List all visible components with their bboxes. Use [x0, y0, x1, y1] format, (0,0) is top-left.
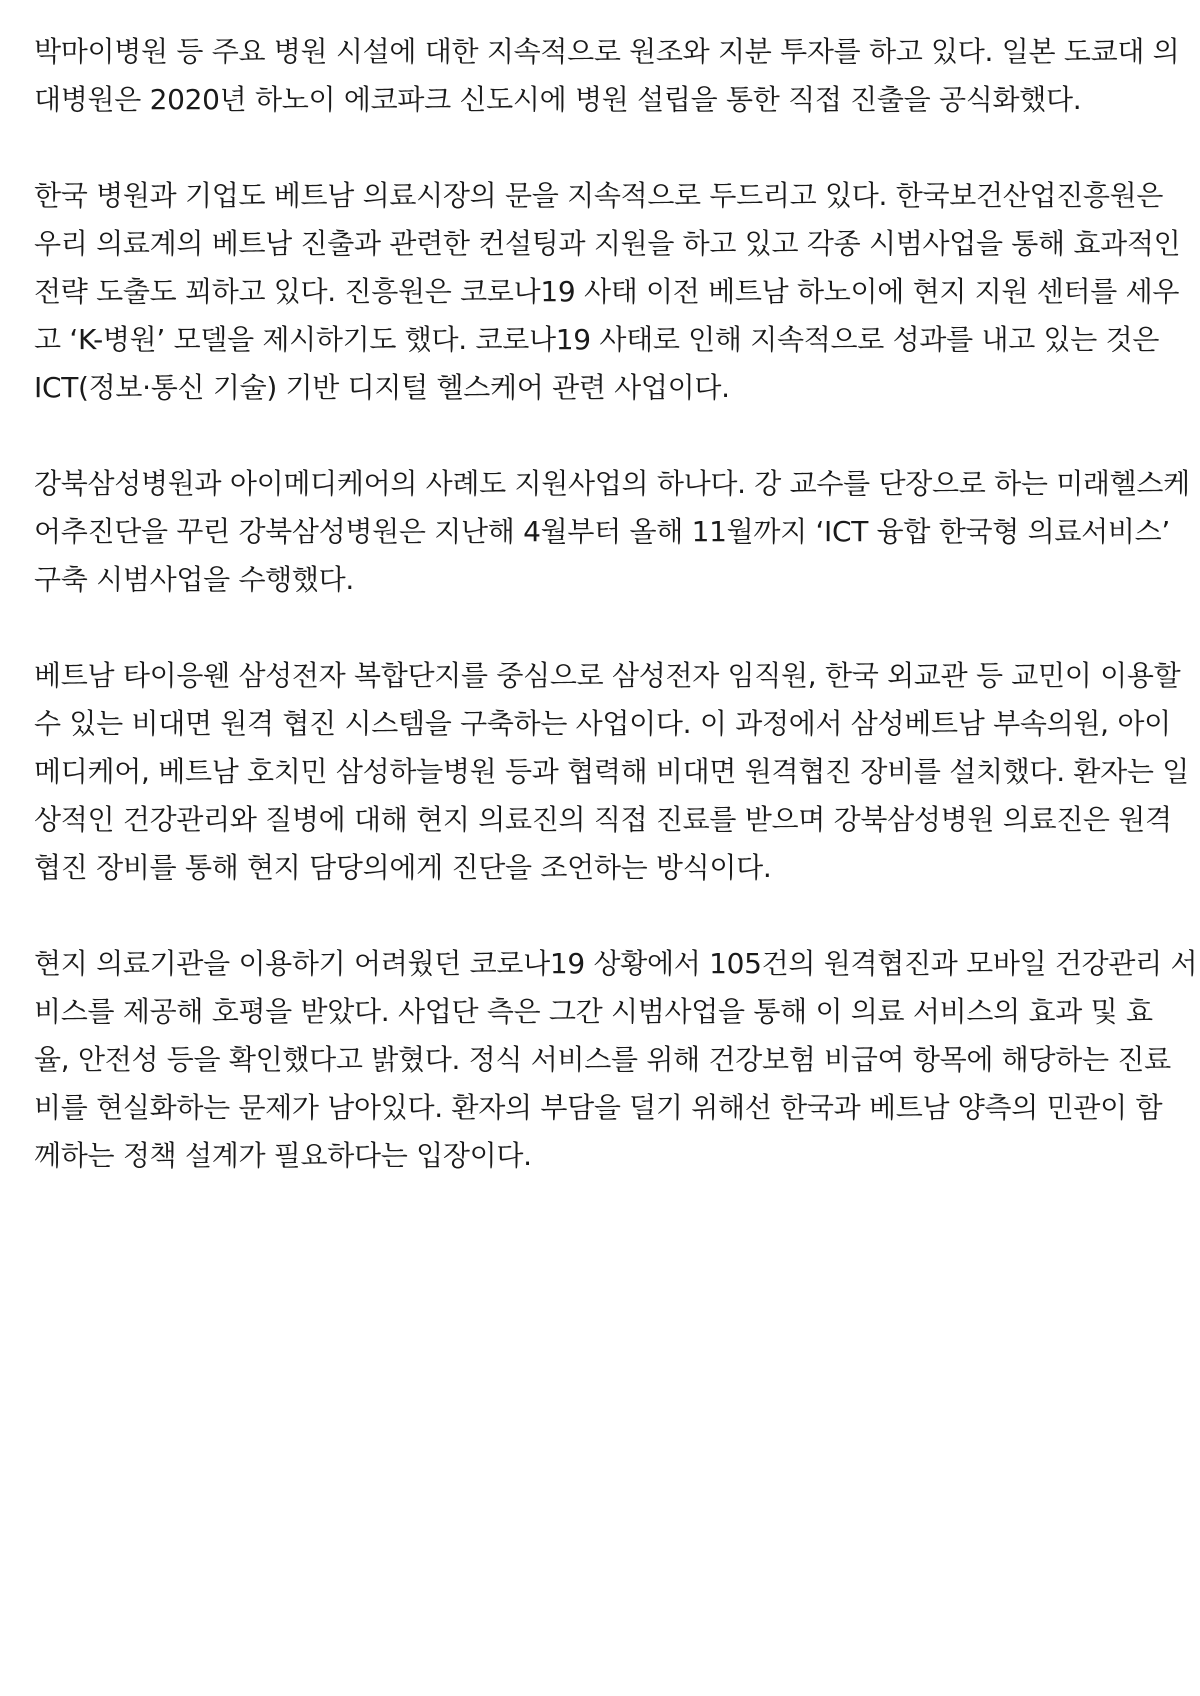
text-line: 어추진단을 꾸린 강북삼성병원은 지난해 4월부터 올해 11월까지 ‘ICT 융합 한국형 의료서비스’	[34, 515, 1170, 548]
text-line: 협진 장비를 통해 현지 담당의에게 진단을 조언하는 방식이다.	[34, 851, 772, 884]
text-line: ICT(정보·통신 기술) 기반 디지털 헬스케어 관련 사업이다.	[34, 371, 730, 404]
text-line: 베트남 타이응웬 삼성전자 복합단지를 중심으로 삼성전자 임직원, 한국 외교관 등 교민이 이용할	[34, 659, 1181, 692]
text-line: 대병원은 2020년 하노이 에코파크 신도시에 병원 설립을 통한 직접 진출을 공식화했다.	[34, 83, 1082, 116]
text-line: 율, 안전성 등을 확인했다고 밝혔다. 정식 서비스를 위해 건강보험 비급여 항목에 해당하는 진료	[34, 1043, 1171, 1076]
text-line: 고 ‘K-병원’ 모델을 제시하기도 했다. 코로나19 사태로 인해 지속적으로 성과를 내고 있는 것은	[34, 323, 1160, 356]
paragraph-4	[34, 652, 1189, 892]
text-line: 수 있는 비대면 원격 협진 시스템을 구축하는 사업이다. 이 과정에서 삼성베트남 부속의원, 아이	[34, 707, 1171, 740]
paragraph-3	[34, 460, 1190, 604]
paragraph-1	[34, 28, 1180, 124]
text-line: 구축 시범사업을 수행했다.	[34, 563, 355, 596]
paragraph-2	[34, 172, 1181, 412]
text-line: 강북삼성병원과 아이메디케어의 사례도 지원사업의 하나다. 강 교수를 단장으로 하는 미래헬스케	[34, 467, 1190, 500]
article-body	[34, 28, 1198, 1228]
text-line: 비를 현실화하는 문제가 남아있다. 환자의 부담을 덜기 위해선 한국과 베트남 양측의 민관이 함	[34, 1091, 1163, 1124]
text-line: 비스를 제공해 호평을 받았다. 사업단 측은 그간 시범사업을 통해 이 의료 서비스의 효과 및 효	[34, 995, 1153, 1028]
text-line: 메디케어, 베트남 호치민 삼성하늘병원 등과 협력해 비대면 원격협진 장비를 설치했다. 환자는 일	[34, 755, 1189, 788]
text-line: 상적인 건강관리와 질병에 대해 현지 의료진의 직접 진료를 받으며 강북삼성병원 의료진은 원격	[34, 803, 1172, 836]
text-line: 한국 병원과 기업도 베트남 의료시장의 문을 지속적으로 두드리고 있다. 한국보건산업진흥원은	[34, 179, 1164, 212]
text-line: 우리 의료계의 베트남 진출과 관련한 컨설팅과 지원을 하고 있고 각종 시범사업을 통해 효과적인	[34, 227, 1181, 260]
text-line: 께하는 정책 설계가 필요하다는 입장이다.	[34, 1139, 532, 1172]
text-line: 박마이병원 등 주요 병원 시설에 대한 지속적으로 원조와 지분 투자를 하고 있다. 일본 도쿄대 의	[34, 35, 1180, 68]
text-line: 현지 의료기관을 이용하기 어려웠던 코로나19 상황에서 105건의 원격협진과 모바일 건강관리 서	[34, 947, 1198, 980]
text-line: 전략 도출도 꾀하고 있다. 진흥원은 코로나19 사태 이전 베트남 하노이에 현지 지원 센터를 세우	[34, 275, 1180, 308]
paragraph-5	[34, 940, 1198, 1180]
